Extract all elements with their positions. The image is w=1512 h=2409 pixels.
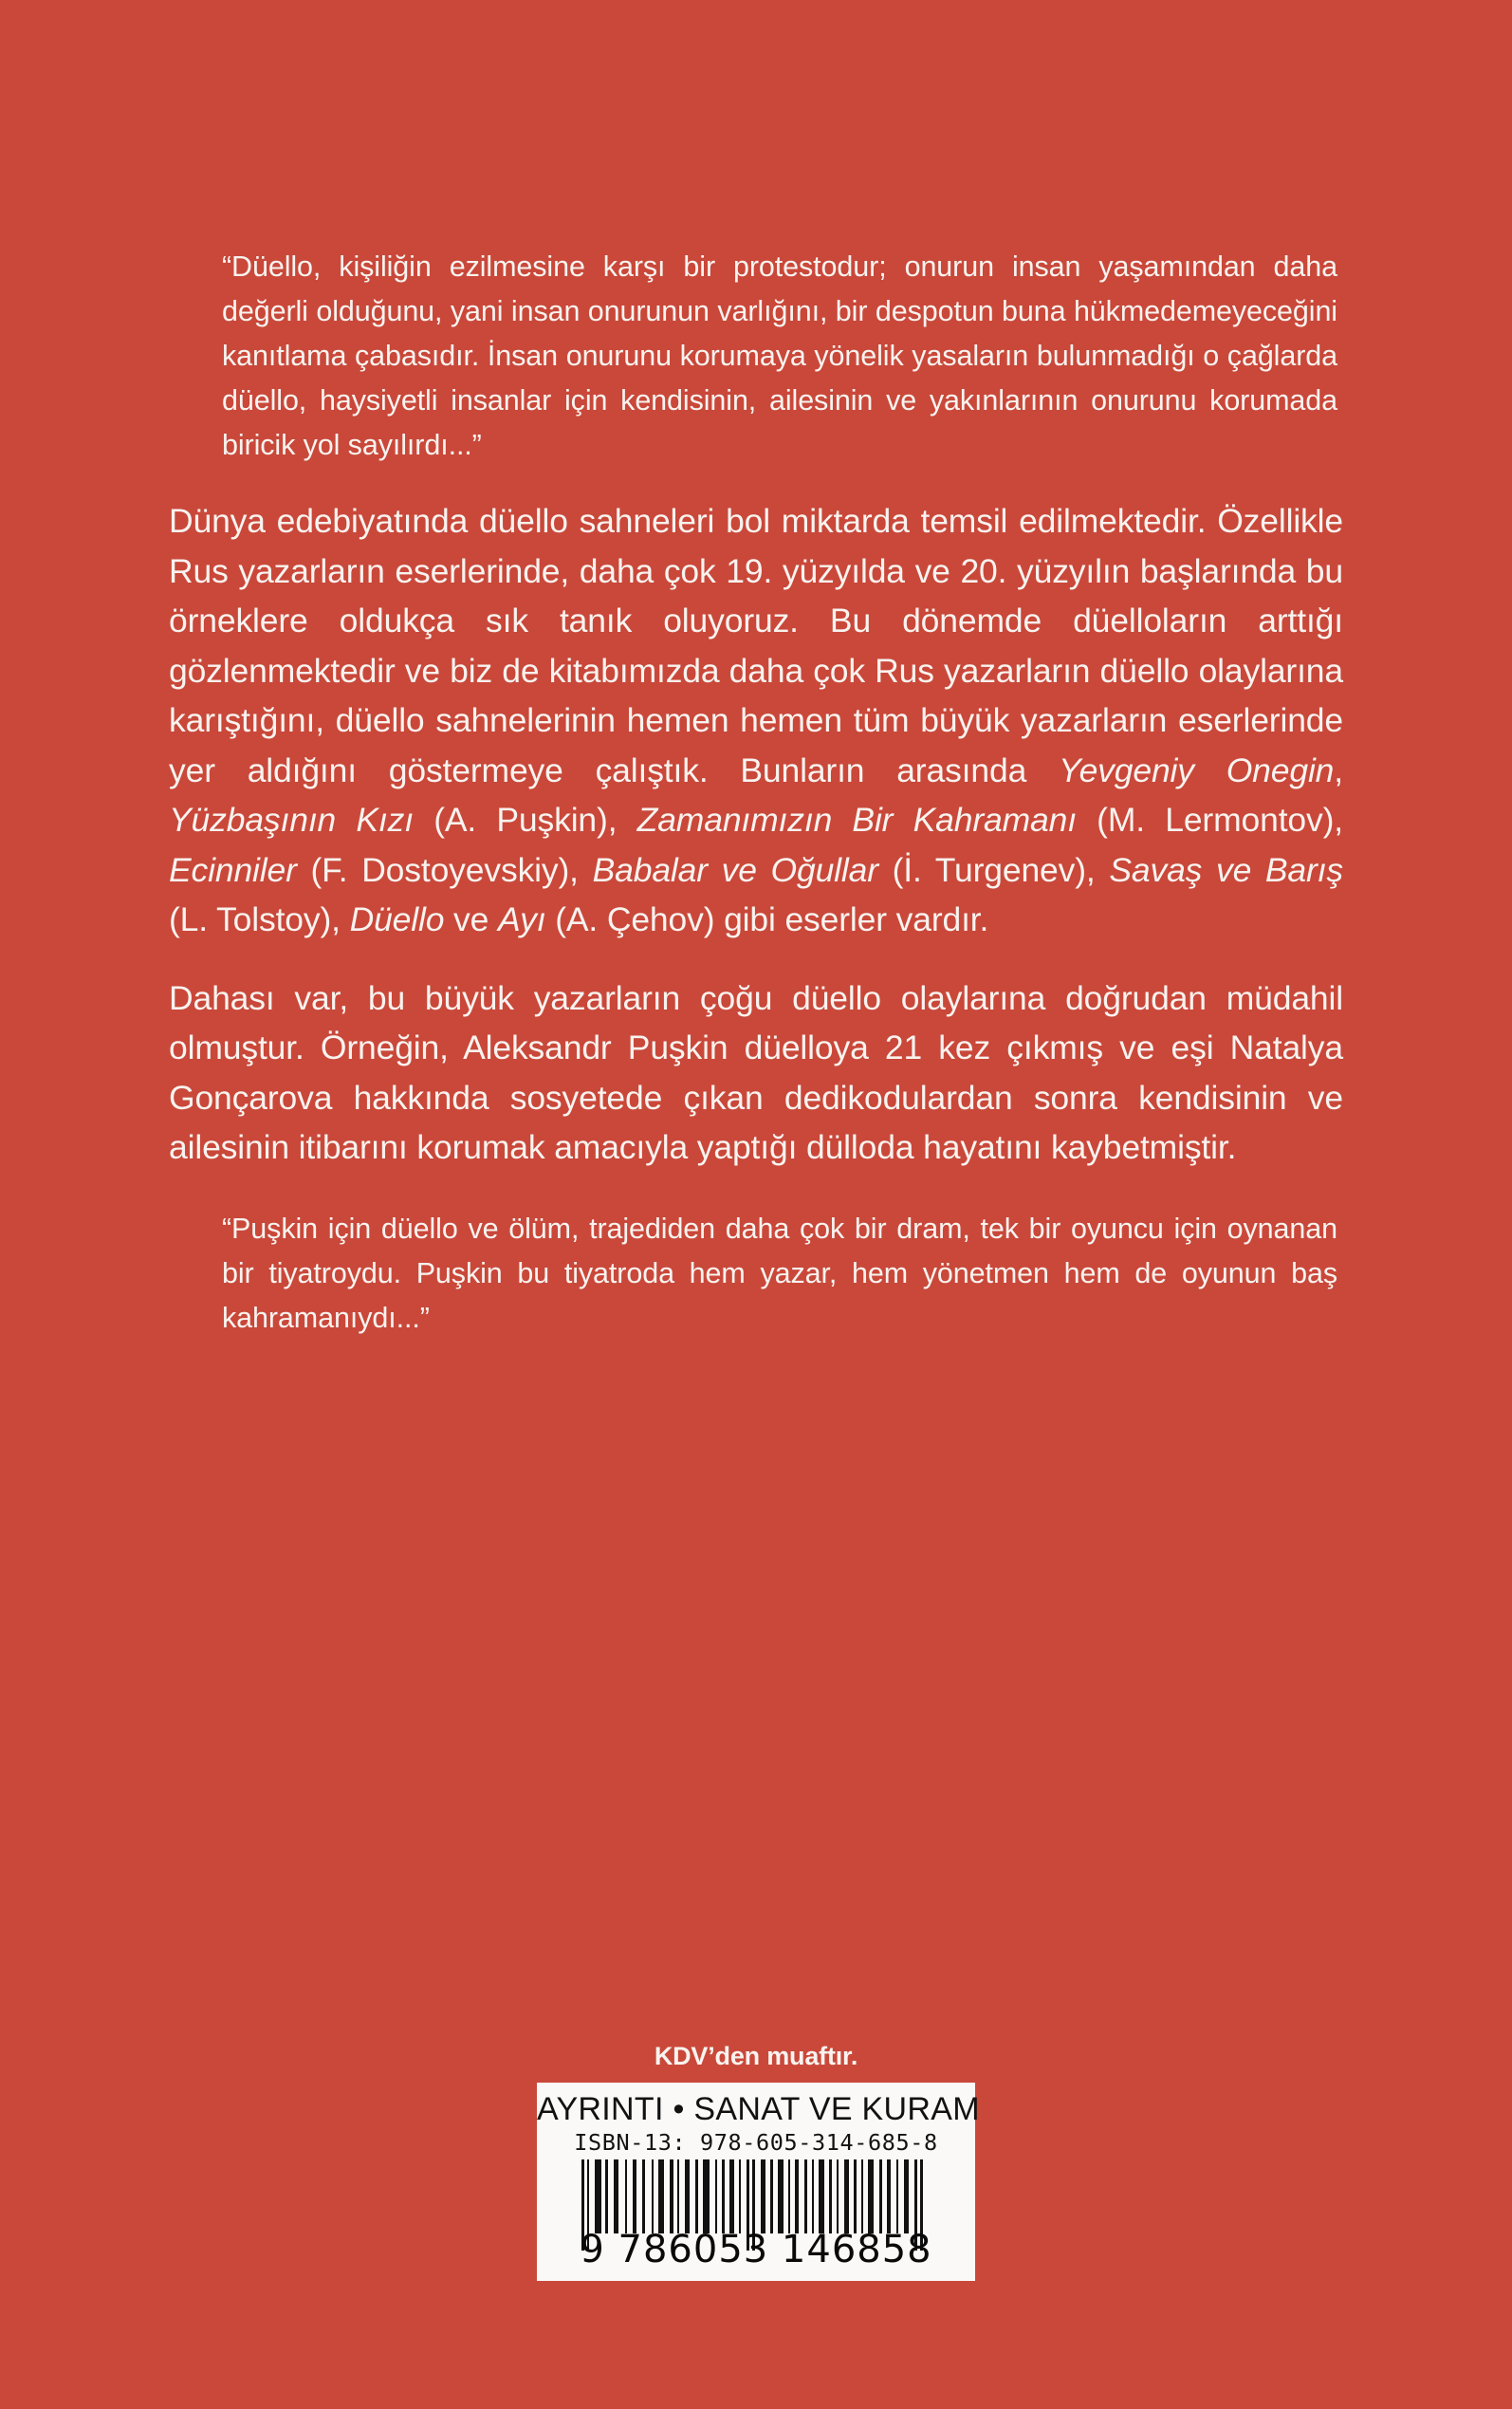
closing-pull-quote: “Puşkin için düello ve ölüm, trajediden daha çok bir dram, tek bir oyuncu için oynanan bir tiyatroydu. Puşkin bu tiyatroda hem yazar, hem yönetmen hem de oyunun baş kahramanıydı...” bbox=[222, 1212, 1337, 1334]
book-title-ecinniler: Ecinniler bbox=[169, 850, 297, 889]
back-cover-text-column bbox=[169, 245, 1343, 1341]
opening-pull-quote: “Düello, kişiliğin ezilmesine karşı bir protestodur; onurun insan yaşamından daha değerli olduğunu, yani insan onurunun varlığını, bir despotun buna hükmedemeyeceğini kanıtlama çabasıdır. İnsan onurunu korumaya yönelik yasaların bulunmadığı o çağlarda düello, haysiyetli insanlar için kendisinin, ailesinin ve yakınlarının onurunu korumada biricik yol sayılırdı...” bbox=[222, 250, 1337, 461]
isbn-13-text: ISBN-13: 978-605-314-685-8 bbox=[574, 2129, 938, 2157]
sep-8: (A. Çehov) gibi eserler vardır. bbox=[545, 900, 989, 938]
book-title-yevgeniy-onegin: Yevgeniy Onegin bbox=[1059, 750, 1335, 789]
sep-5: (İ. Turgenev), bbox=[877, 850, 1110, 889]
sep-4: (F. Dostoyevskiy), bbox=[296, 850, 593, 889]
book-title-babalar-ve-ogullar: Babalar ve Oğullar bbox=[592, 850, 878, 889]
sep-1: , bbox=[1334, 750, 1343, 789]
body-paragraph-literature-lead: Dünya edebiyatında düello sahneleri bol miktarda temsil edilmektedir. Özellikle Rus yazarların eserlerinde, daha çok 19. yüzyılda ve 20. yüzyılın başlarında bu örneklere oldukça sık tanık oluyoruz. Bu dönemde düelloların arttığı gözlenmektedir ve biz de kitabımızda daha çok Rus yazarların düello olaylarına karıştığını, düello sahnelerinin hemen hemen tüm büyük yazarların eserlerinde yer aldığını göstermeye çalıştık. Bunların arasında bbox=[169, 502, 1343, 789]
body-paragraph-puskin: Dahası var, bu büyük yazarların çoğu düello olaylarına doğrudan müdahil olmuştur. Örneğin, Aleksandr Puşkin düelloya 21 kez çıkmış ve eşi Natalya Gonçarova hakkında sosyetede çıkan dedikodulardan sonra kendisinin ve ailesinin itibarını korumak amacıyla yaptığı dülloda hayatını kaybetmiştir. bbox=[169, 978, 1343, 1166]
sep-2: (A. Puşkin), bbox=[413, 801, 637, 839]
book-title-yuzbasinin-kizi: Yüzbaşının Kızı bbox=[169, 801, 414, 839]
body-paragraph-literature bbox=[169, 496, 1343, 945]
sep-7: ve bbox=[444, 900, 498, 938]
tax-note: KDV’den muaftır. bbox=[654, 2042, 858, 2070]
ean13-digits: 9 786053 146858 bbox=[580, 2228, 932, 2272]
sep-6: (L. Tolstoy), bbox=[169, 900, 350, 938]
book-title-ayi: Ayı bbox=[497, 900, 546, 938]
sep-3: (M. Lermontov), bbox=[1076, 801, 1344, 839]
footer-block bbox=[0, 2042, 1512, 2281]
book-title-duello: Düello bbox=[349, 900, 445, 938]
barcode-panel bbox=[537, 2083, 980, 2281]
book-title-zamanimizin-bir-kahramani: Zamanımızın Bir Kahramanı bbox=[636, 801, 1077, 839]
book-title-savas-ve-baris: Savaş ve Barış bbox=[1109, 850, 1343, 889]
publisher-imprint: AYRINTI • SANAT VE KURAM bbox=[537, 2091, 980, 2127]
